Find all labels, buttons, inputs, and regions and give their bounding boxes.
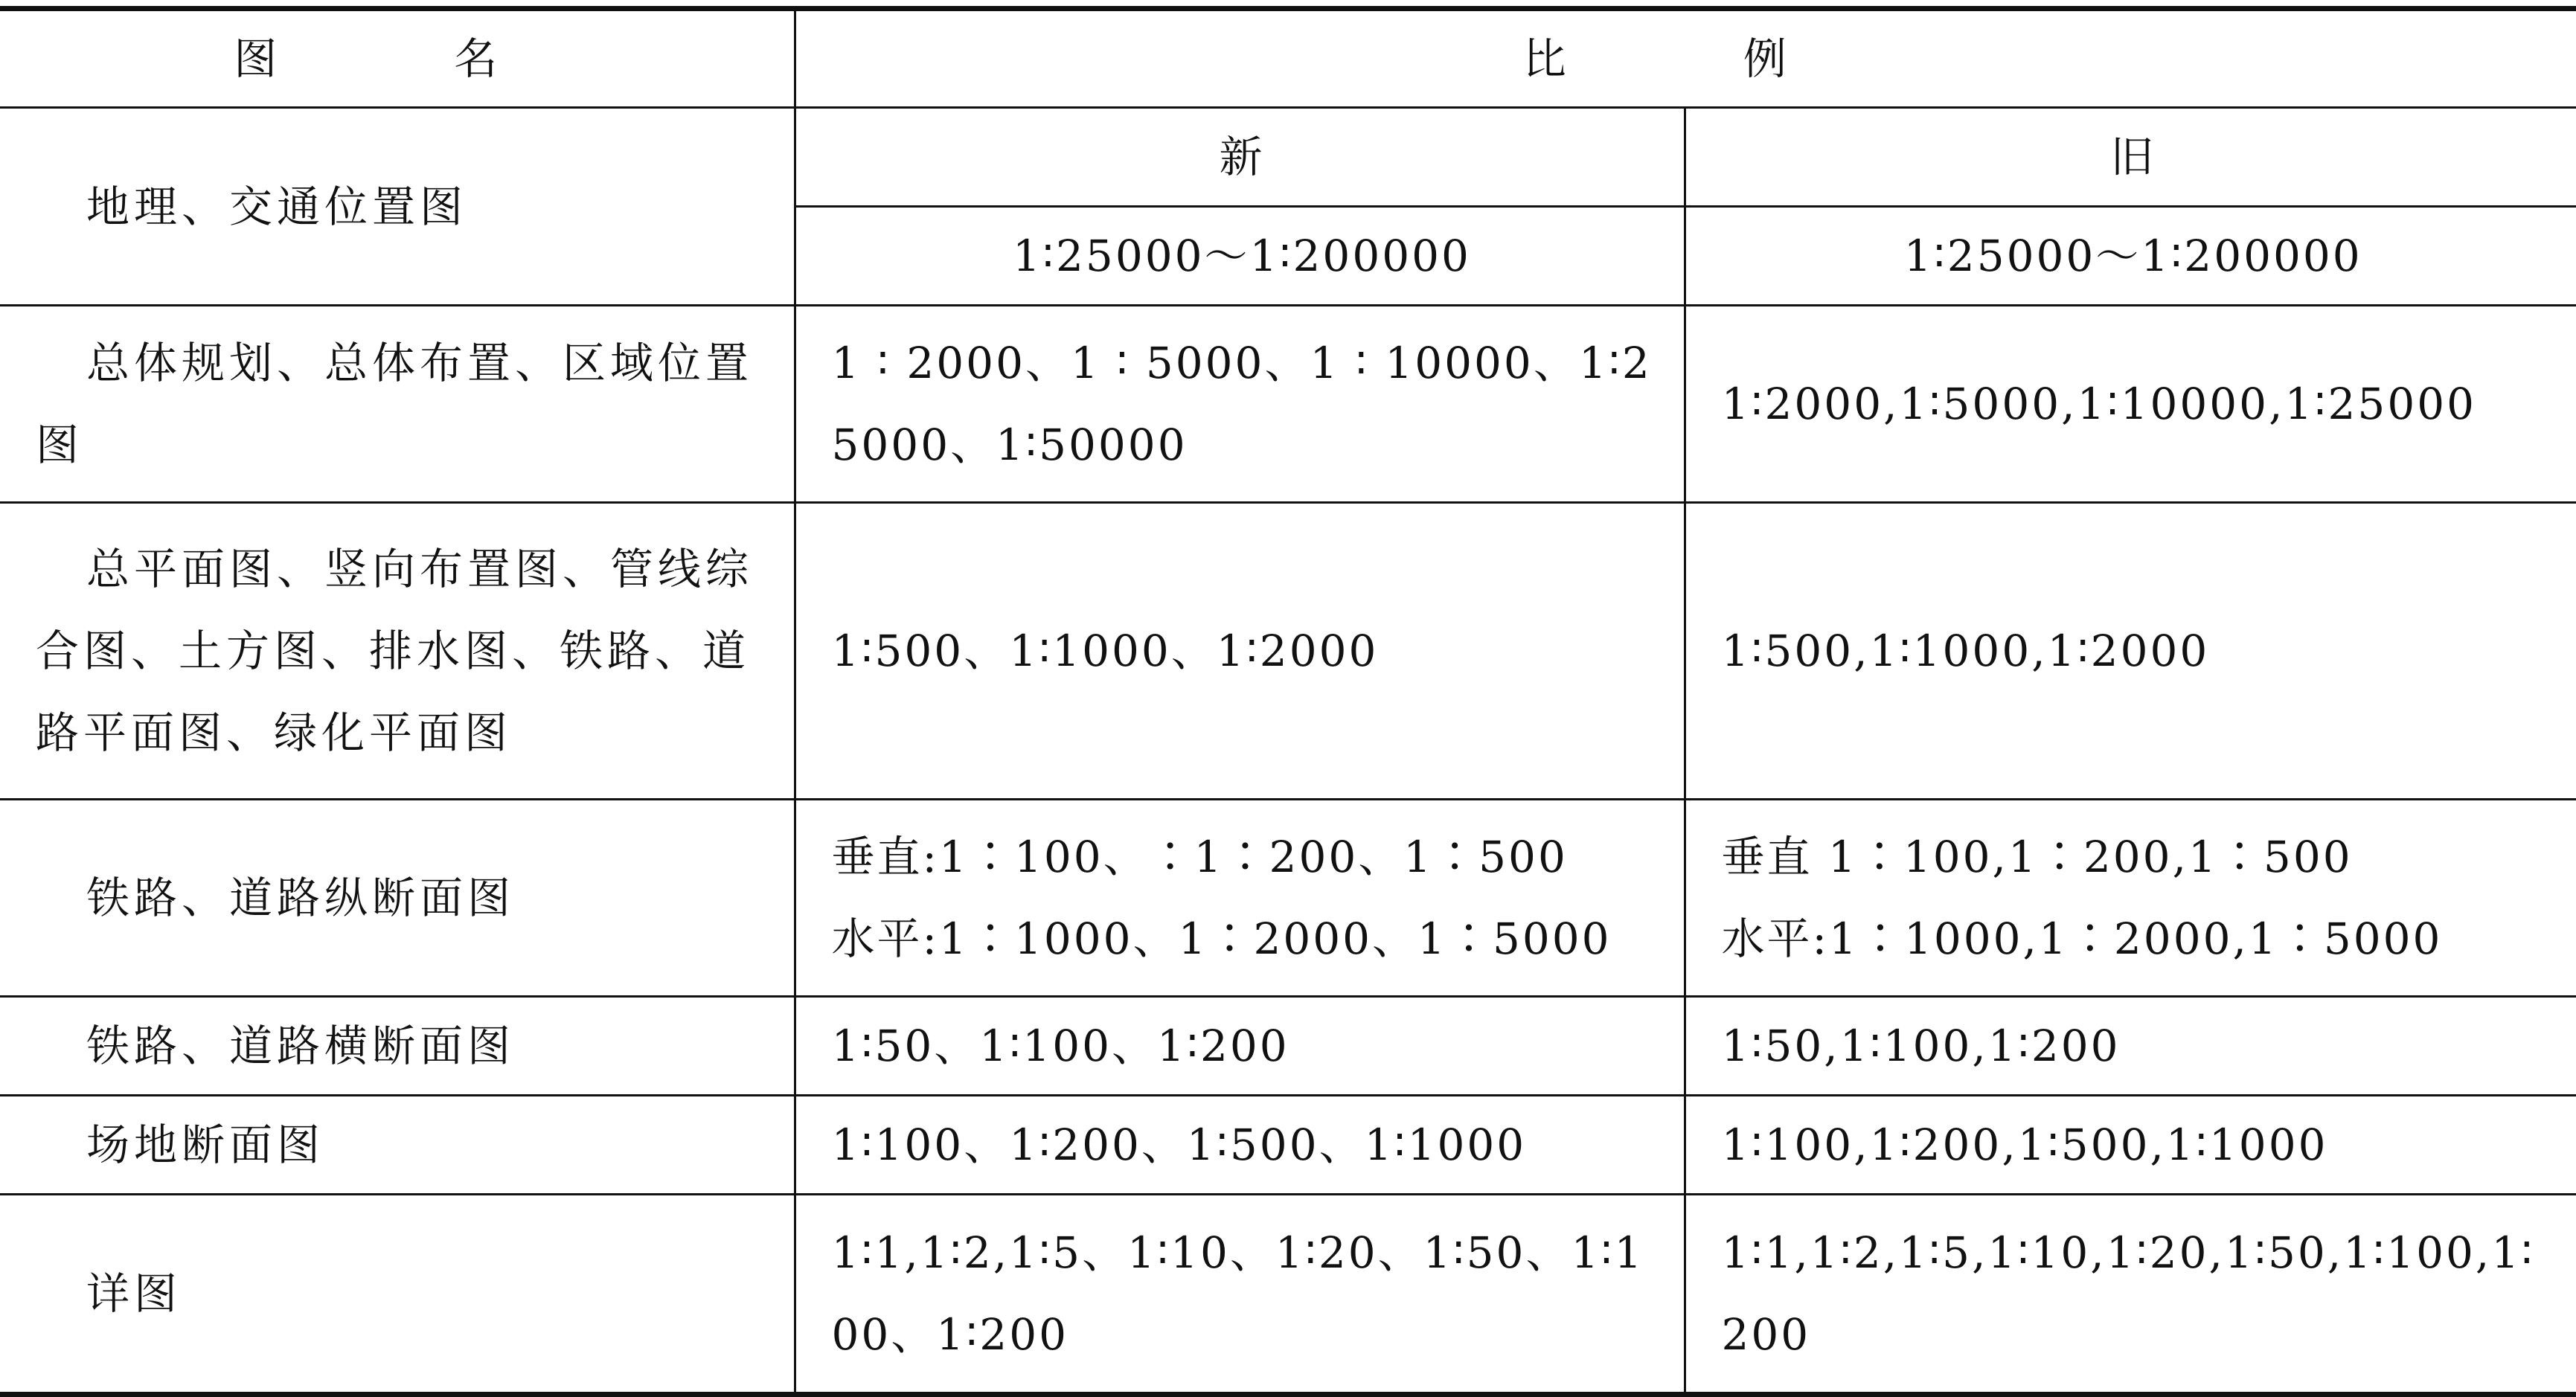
table-row: [0, 1096, 2576, 1195]
row-old-scale: 1∶1,1∶2,1∶5,1∶10,1∶20,1∶50,1∶100,1∶200: [1685, 1195, 2576, 1395]
header-scale: 比 例: [795, 9, 2576, 108]
row-old-scale: 1∶100,1∶200,1∶500,1∶1000: [1685, 1096, 2576, 1195]
header-new: 新: [795, 108, 1685, 207]
row-old-scale: [1685, 800, 2576, 997]
new-horizontal-scale: 水平:1∶1000、1∶2000、1∶5000: [831, 913, 1612, 964]
row-new-scale: 1∶1,1∶2,1∶5、1∶10、1∶20、1∶50、1∶100、1∶200: [795, 1195, 1685, 1395]
row-new-scale: 1∶100、1∶200、1∶500、1∶1000: [795, 1096, 1685, 1195]
row-old-scale: 1∶500,1∶1000,1∶2000: [1685, 503, 2576, 800]
row-new-scale: 1∶25000～1∶200000: [795, 207, 1685, 306]
row-name-cell: 总平面图、竖向布置图、管线综合图、土方图、排水图、铁路、道路平面图、绿化平面图: [0, 503, 795, 800]
row-old-scale: 1∶2000,1∶5000,1∶10000,1∶25000: [1685, 306, 2576, 503]
old-vertical-scale: 垂直 1∶100,1∶200,1∶500: [1721, 832, 2353, 882]
table-row: [0, 800, 2576, 997]
header-row-1: [0, 9, 2576, 108]
new-vertical-scale: 垂直:1∶100、∶1∶200、1∶500: [831, 832, 1568, 882]
old-horizontal-scale: 水平:1∶1000,1∶2000,1∶5000: [1721, 913, 2443, 964]
row-new-scale: [795, 800, 1685, 997]
table-row: [0, 1195, 2576, 1395]
drawing-scale-table: [0, 6, 2576, 1397]
row-new-scale: 1 ∶ 2000、1 ∶ 5000、1 ∶ 10000、1∶25000、1∶50000: [795, 306, 1685, 503]
row-new-scale: 1∶500、1∶1000、1∶2000: [795, 503, 1685, 800]
row-name-cell: 场地断面图: [0, 1096, 795, 1195]
row-name-cell: 铁路、道路纵断面图: [0, 800, 795, 997]
row-new-scale: 1∶50、1∶100、1∶200: [795, 997, 1685, 1096]
header-old: 旧: [1685, 108, 2576, 207]
table-row: [0, 997, 2576, 1096]
row-name-cell: 详图: [0, 1195, 795, 1395]
row-name-cell: 铁路、道路横断面图: [0, 997, 795, 1096]
table-row: [0, 108, 2576, 207]
table-row: [0, 503, 2576, 800]
row-name-cell: 地理、交通位置图: [0, 108, 795, 306]
scale-table-frame: [0, 6, 2576, 1390]
row-old-scale: 1∶25000～1∶200000: [1685, 207, 2576, 306]
row-old-scale: 1∶50,1∶100,1∶200: [1685, 997, 2576, 1096]
table-row: [0, 306, 2576, 503]
header-drawing-name: 图 名: [0, 9, 795, 108]
row-name-cell: 总体规划、总体布置、区域位置图: [0, 306, 795, 503]
